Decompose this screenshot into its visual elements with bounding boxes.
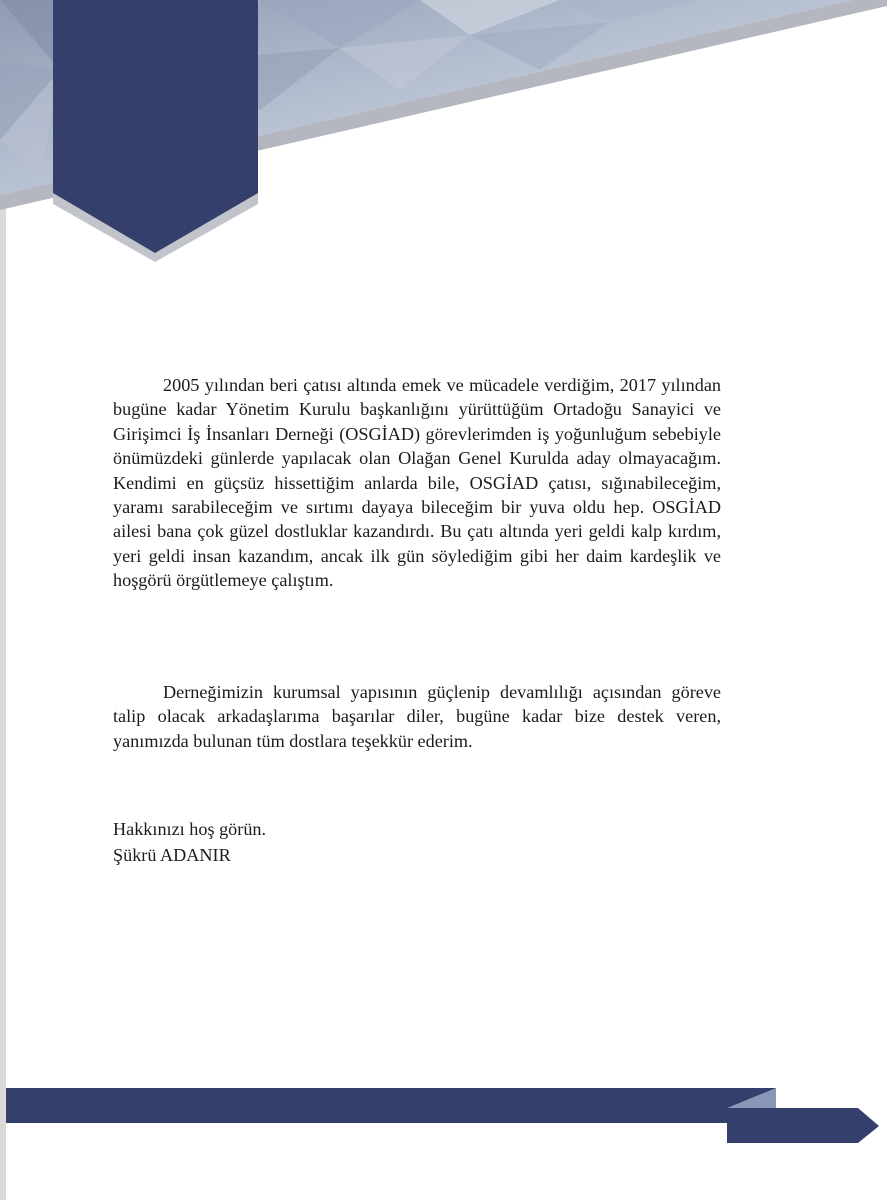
- letter-paragraph: [113, 680, 721, 753]
- footer-arrow-tab: [727, 1108, 879, 1143]
- signature-name: Şükrü ADANIR: [113, 845, 231, 865]
- footer-navy-bar: [6, 1088, 776, 1123]
- letter-paragraph: [113, 373, 721, 593]
- closing-line: Hakkınızı hoş görün.: [113, 819, 267, 839]
- header-decoration: [0, 0, 887, 270]
- paragraph-text: Derneğimizin kurumsal yapısının güçlenip devamlılığı açısından göreve talip olacak arkadaşlarıma başarılar diler, bugüne kadar bize destek veren, yanımızda bulunan tüm dostlara teşekkür ederim.: [113, 682, 721, 751]
- footer-decoration: [0, 1078, 887, 1200]
- paragraph-text: 2005 yılından beri çatısı altında emek ve mücadele verdiğim, 2017 yılından bugüne kadar Yönetim Kurulu başkanlığını yürüttüğüm Ortadoğu Sanayici ve Girişimci İş İnsanları Derneği (OSGİAD) görevlerimden iş yoğunluğum sebebiyle önümüzdeki günlerde yapılacak olan Olağan Genel Kurulda aday olmayacağım. Kendimi en güçsüz hissettiğim anlarda bile, OSGİAD çatısı, sığınabileceğim, yaramı sarabileceğim ve sırtımı dayaya bileceğim bir yuva oldu hep. OSGİAD ailesi bana çok güzel dostluklar kazandırdı. Bu çatı altında yeri geldi kalp kırdım, yeri geldi insan kazandım, ancak ilk gün söylediğim gibi her daim kardeşlik ve hoşgörü örgütlemeye çalıştım.: [113, 375, 721, 591]
